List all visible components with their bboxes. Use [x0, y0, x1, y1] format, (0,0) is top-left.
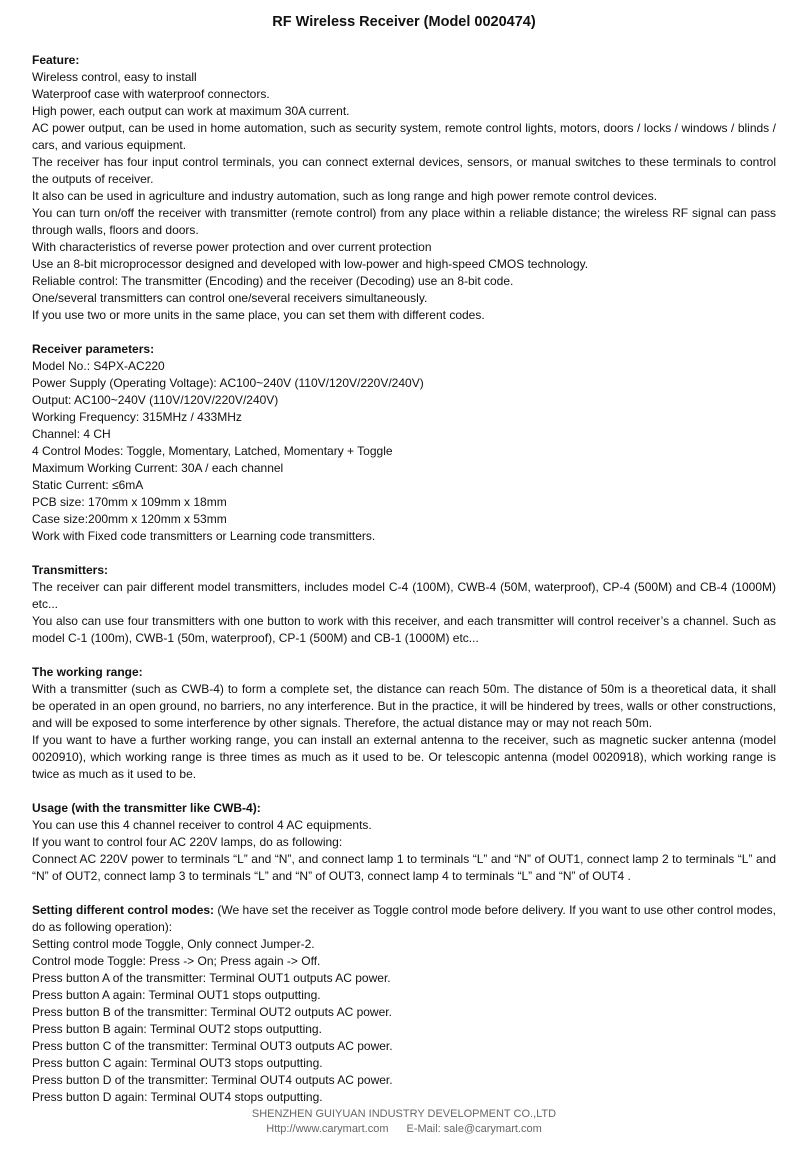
control-modes-heading: Setting different control modes: — [32, 903, 215, 917]
parameter-line: Power Supply (Operating Voltage): AC100~240V (110V/120V/220V/240V) — [32, 376, 424, 390]
receiver-parameters-heading: Receiver parameters: — [32, 342, 155, 356]
feature-line: AC power output, can be used in home automation, such as security system, remote control lights, motors, doors / locks / windows / blinds / cars, and various equipment. — [32, 121, 776, 152]
page-footer — [0, 1107, 808, 1137]
parameter-line: Static Current: ≤6mA — [32, 478, 144, 492]
working-range-paragraph: With a transmitter (such as CWB-4) to form a complete set, the distance can reach 50m. The distance of 50m is a theoretical data, it shall be operated in an open ground, no barriers, no any interference. But in the practice, it will be hindered by trees, walls or other constructions, and will be exposed to some interference by other signals. Therefore, the actual distance may or may not reach 50m. — [32, 682, 776, 730]
usage-section — [32, 800, 776, 885]
control-mode-line: Press button D again: Terminal OUT4 stops outputting. — [32, 1090, 323, 1104]
parameter-line: Case size:200mm x 120mm x 53mm — [32, 512, 227, 526]
footer-company: SHENZHEN GUIYUAN INDUSTRY DEVELOPMENT CO.,LTD — [251, 1108, 557, 1120]
feature-line: It also can be used in agriculture and industry automation, such as long range and high power remote control devices. — [32, 189, 658, 203]
parameter-line: Output: AC100~240V (110V/120V/220V/240V) — [32, 393, 279, 407]
footer-email: E-Mail: sale@carymart.com — [406, 1123, 542, 1135]
feature-line: Waterproof case with waterproof connectors. — [32, 87, 270, 101]
parameter-line: Working Frequency: 315MHz / 433MHz — [32, 410, 242, 424]
transmitters-heading: Transmitters: — [32, 563, 109, 577]
feature-line: Use an 8-bit microprocessor designed and developed with low-power and high-speed CMOS technology. — [32, 257, 589, 271]
transmitters-section — [32, 562, 776, 647]
control-mode-line: Press button D of the transmitter: Terminal OUT4 outputs AC power. — [32, 1073, 393, 1087]
feature-line: High power, each output can work at maximum 30A current. — [32, 104, 350, 118]
receiver-parameters-section — [32, 341, 776, 545]
feature-section — [32, 52, 776, 324]
footer-contact — [0, 1122, 808, 1137]
control-mode-line: Control mode Toggle: Press -> On; Press again -> Off. — [32, 954, 321, 968]
usage-heading: Usage (with the transmitter like CWB-4): — [32, 801, 261, 815]
feature-line: You can turn on/off the receiver with transmitter (remote control) from any place within a reliable distance; the wireless RF signal can pass through walls, floors and doors. — [32, 206, 776, 237]
control-modes-intro-text: (We have set the receiver as Toggle control mode before delivery. If you want to use other control modes, do as following operation): — [32, 903, 776, 934]
document-page — [32, 12, 776, 1123]
feature-line: One/several transmitters can control one/several receivers simultaneously. — [32, 291, 428, 305]
control-mode-line: Press button A of the transmitter: Terminal OUT1 outputs AC power. — [32, 971, 391, 985]
working-range-paragraph: If you want to have a further working range, you can install an external antenna to the receiver, such as magnetic sucker antenna (model 0020910), which working range is three times as much as it used to be. Or telescopic antenna (model 0020918), which working range is twice as much as it used to be. — [32, 733, 776, 781]
control-mode-line: Setting control mode Toggle, Only connect Jumper-2. — [32, 937, 315, 951]
parameter-line: Model No.: S4PX-AC220 — [32, 359, 165, 373]
feature-line: If you use two or more units in the same place, you can set them with different codes. — [32, 308, 485, 322]
feature-heading: Feature: — [32, 53, 80, 67]
control-mode-line: Press button B again: Terminal OUT2 stops outputting. — [32, 1022, 322, 1036]
working-range-heading: The working range: — [32, 665, 143, 679]
parameter-line: 4 Control Modes: Toggle, Momentary, Latched, Momentary + Toggle — [32, 444, 393, 458]
usage-line: You can use this 4 channel receiver to control 4 AC equipments. — [32, 818, 372, 832]
usage-line: If you want to control four AC 220V lamps, do as following: — [32, 835, 343, 849]
document-title: RF Wireless Receiver (Model 0020474) — [272, 14, 536, 30]
control-modes-intro — [32, 902, 776, 936]
footer-website: Http://www.carymart.com — [266, 1123, 389, 1135]
control-mode-line: Press button C again: Terminal OUT3 stops outputting. — [32, 1056, 323, 1070]
working-range-section — [32, 664, 776, 783]
control-modes-section — [32, 902, 776, 1106]
parameter-line: PCB size: 170mm x 109mm x 18mm — [32, 495, 227, 509]
control-mode-line: Press button A again: Terminal OUT1 stops outputting. — [32, 988, 321, 1002]
transmitters-line: The receiver can pair different model transmitters, includes model C-4 (100M), CWB-4 (50M, waterproof), CP-4 (500M) and CB-4 (1000M) etc... — [32, 580, 776, 611]
transmitters-line: You also can use four transmitters with one button to work with this receiver, and each transmitter will control receiver’s a channel. Such as model C-1 (100m), CWB-1 (50m, waterproof), CP-1 (500M) and CB-1 (1000M) etc... — [32, 614, 776, 645]
control-mode-line: Press button B of the transmitter: Terminal OUT2 outputs AC power. — [32, 1005, 392, 1019]
usage-line: Connect AC 220V power to terminals “L” and “N”, and connect lamp 1 to terminals “L” and “N” of OUT1, connect lamp 2 to terminals “L” and “N” of OUT2, connect lamp 3 to terminals “L” and “N” of OUT3, connect lamp 4 to terminals “L” and “N” of OUT4 . — [32, 852, 776, 883]
parameter-line: Channel: 4 CH — [32, 427, 111, 441]
feature-line: The receiver has four input control terminals, you can connect external devices, sensors, or manual switches to these terminals to control the outputs of receiver. — [32, 155, 776, 186]
feature-line: Reliable control: The transmitter (Encoding) and the receiver (Decoding) use an 8-bit code. — [32, 274, 514, 288]
parameter-line: Work with Fixed code transmitters or Learning code transmitters. — [32, 529, 376, 543]
feature-line: With characteristics of reverse power protection and over current protection — [32, 240, 432, 254]
control-mode-line: Press button C of the transmitter: Terminal OUT3 outputs AC power. — [32, 1039, 393, 1053]
parameter-line: Maximum Working Current: 30A / each channel — [32, 461, 284, 475]
feature-line: Wireless control, easy to install — [32, 70, 197, 84]
